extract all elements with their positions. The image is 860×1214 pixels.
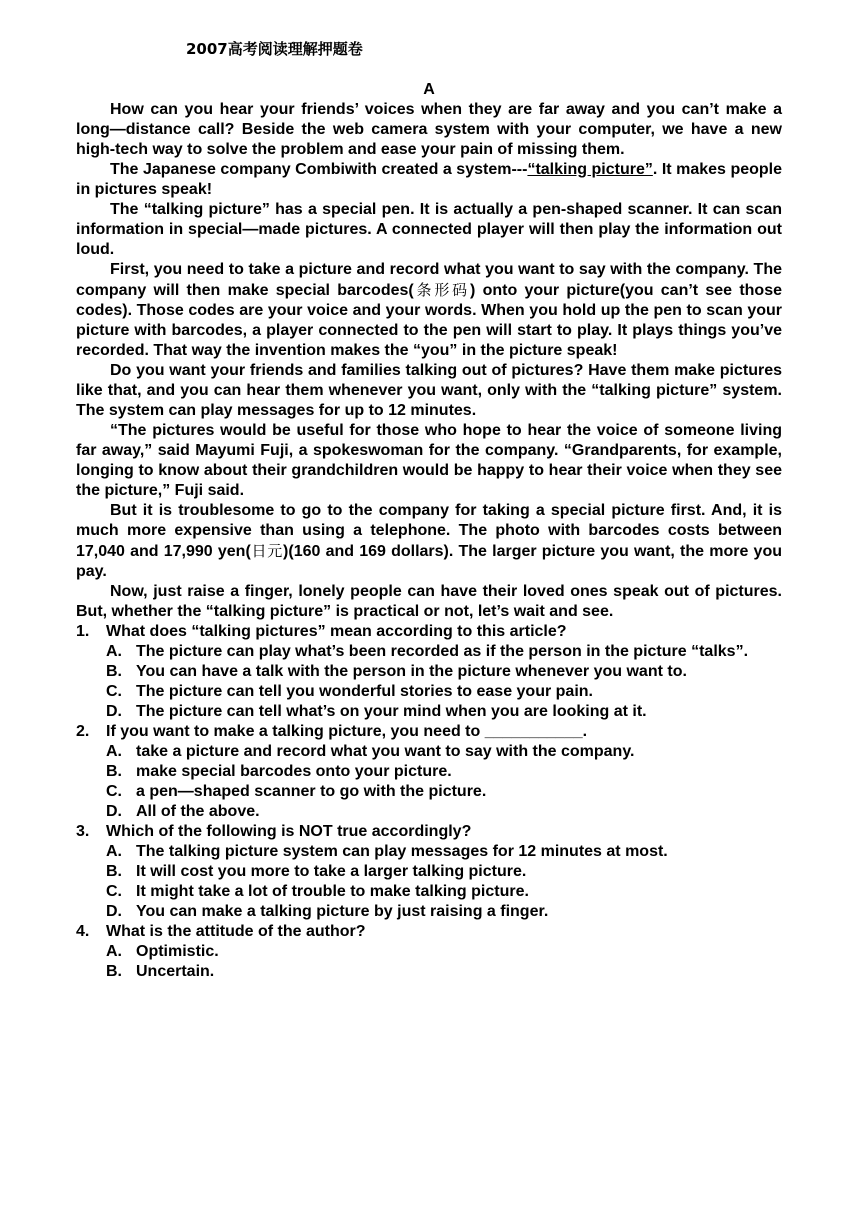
option-text: The picture can tell what’s on your mind when you are looking at it. xyxy=(136,703,647,720)
question-text: What does “talking pictures” mean according to this article? xyxy=(106,623,567,640)
paragraph-4-text-b: ) onto your picture(you can’t see those codes). Those codes are your voice and your words. When you hold up the pen to scan your picture with barcodes, a player connected to the pen will start to play. It plays things you’ve recorded. That way the invention makes the “you” in the picture speak! xyxy=(76,282,782,359)
question-stem xyxy=(76,822,782,842)
option-label: D. xyxy=(106,803,122,820)
question-text: Which of the following is NOT true accordingly? xyxy=(106,823,472,840)
paragraph-1: How can you hear your friends’ voices when they are far away and you can’t make a long—distance call? Beside the web camera system with your computer, we have a new high-tech way to solve the problem and ease your pain of missing them. xyxy=(76,101,782,158)
question-stem xyxy=(76,622,782,642)
paragraph-4 xyxy=(76,260,782,361)
document-header: 2007高考阅读理解押题卷 xyxy=(186,40,363,58)
paragraph-8: Now, just raise a finger, lonely people can have their loved ones speak out of pictures. But, whether the “talking picture” is practical or not, let’s wait and see. xyxy=(76,583,782,620)
option-label: C. xyxy=(106,883,122,900)
option-label: A. xyxy=(106,943,122,960)
section-letter: A xyxy=(423,81,435,98)
option-1c[interactable] xyxy=(76,682,782,702)
paragraph-2 xyxy=(76,160,782,200)
option-2c[interactable] xyxy=(76,782,782,802)
paragraph-6: “The pictures would be useful for those who hope to hear the voice of someone living far away,” said Mayumi Fuji, a spokeswoman for the company. “Grandparents, for example, longing to know about their grandchildren would be happy to hear their voice when they see the picture,” Fuji said. xyxy=(76,422,782,499)
option-text: Uncertain. xyxy=(136,963,215,980)
option-text: It might take a lot of trouble to make talking picture. xyxy=(136,883,529,900)
option-text: The talking picture system can play messages for 12 minutes at most. xyxy=(136,843,668,860)
underlined-term: “talking picture” xyxy=(527,161,653,178)
question-stem xyxy=(76,922,782,942)
option-1b[interactable] xyxy=(76,662,782,682)
option-label: B. xyxy=(106,863,122,880)
paragraph-3: The “talking picture” has a special pen. It is actually a pen-shaped scanner. It can scan information in special—made pictures. A connected player will then play the information out loud. xyxy=(76,201,782,258)
option-label: D. xyxy=(106,703,122,720)
option-3a[interactable] xyxy=(76,842,782,862)
option-label: D. xyxy=(106,903,122,920)
option-4a[interactable] xyxy=(76,942,782,962)
question-number: 1. xyxy=(76,623,90,640)
option-text: Optimistic. xyxy=(136,943,219,960)
paragraph-2-text-b: . It makes people in pictures speak! xyxy=(76,161,783,198)
paragraph-7 xyxy=(76,501,782,582)
option-text: The picture can tell you wonderful stories to ease your pain. xyxy=(136,683,593,700)
option-3c[interactable] xyxy=(76,882,782,902)
option-3d[interactable] xyxy=(76,902,782,922)
paragraph-4-text-a: First, you need to take a picture and record what you want to say with the company. The company will then make special barcodes( xyxy=(76,261,782,299)
question-number: 3. xyxy=(76,823,90,840)
option-4b[interactable] xyxy=(76,962,782,982)
chinese-gloss-yen: 日元 xyxy=(250,542,284,560)
option-text: make special barcodes onto your picture. xyxy=(136,763,452,780)
question-1 xyxy=(76,622,782,722)
paragraph-7-text-a: But it is troublesome to go to the company for taking a special picture first. And, it is much more expensive than using a telephone. The photo with barcodes costs between 17,040 and 17,990 yen( xyxy=(76,502,782,560)
option-text: The picture can play what’s been recorded as if the person in the picture “talks”. xyxy=(136,643,749,660)
question-2 xyxy=(76,722,782,822)
option-text: take a picture and record what you want to say with the company. xyxy=(136,743,635,760)
option-text: You can make a talking picture by just raising a finger. xyxy=(136,903,549,920)
option-label: A. xyxy=(106,743,122,760)
option-1a[interactable] xyxy=(76,642,782,662)
reading-section xyxy=(76,80,782,982)
option-text: All of the above. xyxy=(136,803,260,820)
question-text: If you want to make a talking picture, you need to ___________. xyxy=(106,723,588,740)
option-3b[interactable] xyxy=(76,862,782,882)
option-text: a pen—shaped scanner to go with the picture. xyxy=(136,783,487,800)
option-label: C. xyxy=(106,683,122,700)
option-label: B. xyxy=(106,663,122,680)
option-label: A. xyxy=(106,843,122,860)
paragraph-5: Do you want your friends and families talking out of pictures? Have them make pictures like that, and you can hear them whenever you want, only with the “talking picture” system. The system can play messages for up to 12 minutes. xyxy=(76,362,782,419)
option-text: You can have a talk with the person in the picture whenever you want to. xyxy=(136,663,687,680)
question-stem xyxy=(76,722,782,742)
option-label: C. xyxy=(106,783,122,800)
option-label: B. xyxy=(106,963,122,980)
question-3 xyxy=(76,822,782,922)
question-number: 4. xyxy=(76,923,90,940)
paragraph-7-text-b: )(160 and 169 dollars). The larger picture you want, the more you pay. xyxy=(76,543,782,580)
option-label: A. xyxy=(106,643,122,660)
option-text: It will cost you more to take a larger talking picture. xyxy=(136,863,527,880)
option-1d[interactable] xyxy=(76,702,782,722)
question-4 xyxy=(76,922,782,982)
option-label: B. xyxy=(106,763,122,780)
question-text: What is the attitude of the author? xyxy=(106,923,366,940)
option-2a[interactable] xyxy=(76,742,782,762)
paragraph-2-text-a: The Japanese company Combiwith created a system--- xyxy=(110,161,528,178)
option-2d[interactable] xyxy=(76,802,782,822)
chinese-gloss-barcode: 条形码 xyxy=(413,281,470,299)
question-number: 2. xyxy=(76,723,90,740)
option-2b[interactable] xyxy=(76,762,782,782)
